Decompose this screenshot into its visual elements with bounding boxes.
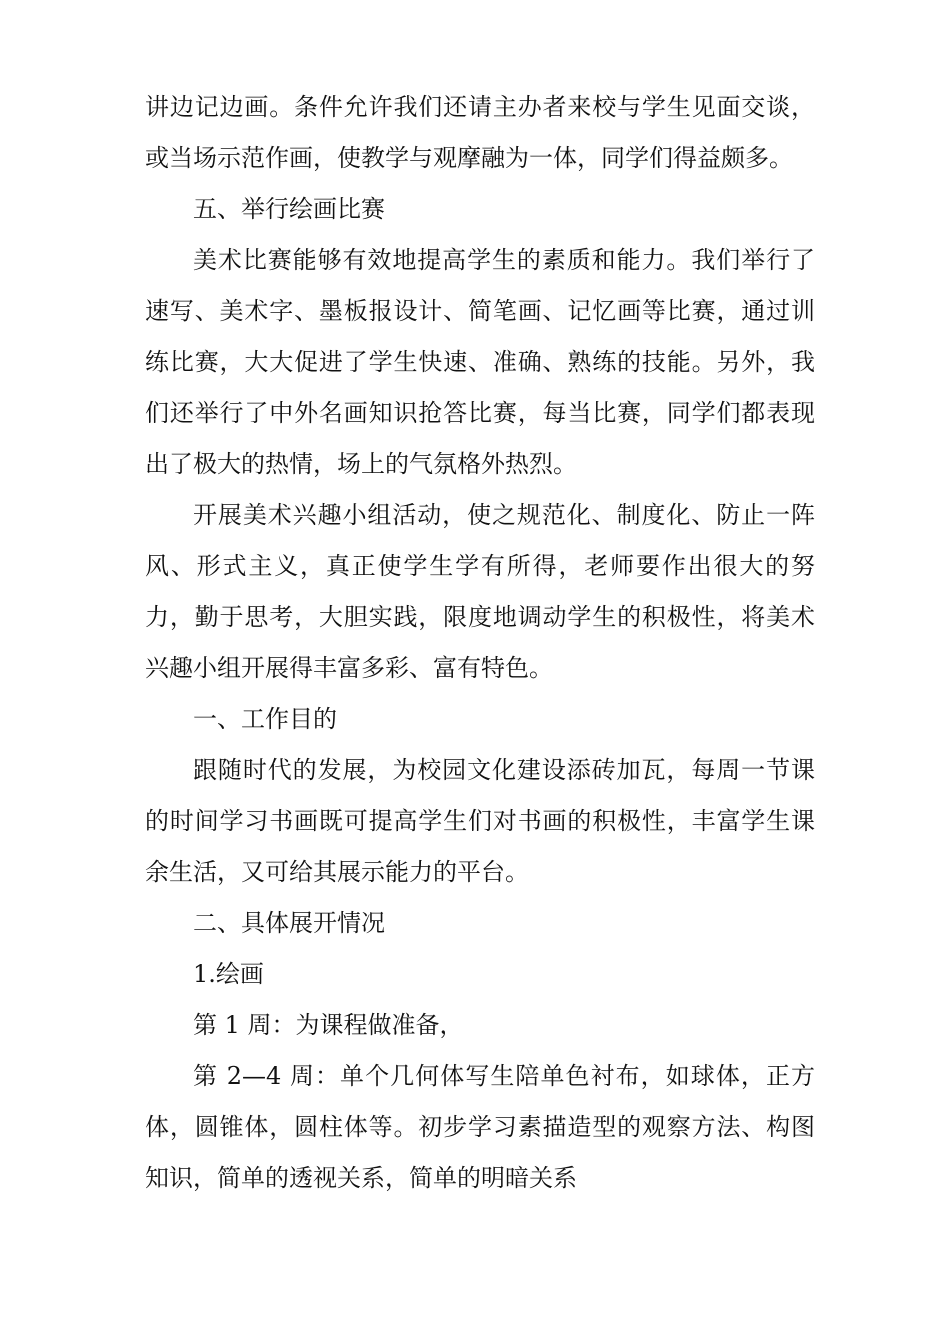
document-body: [145, 82, 815, 1204]
section-heading-details: 二、具体展开情况: [193, 909, 385, 937]
schedule-item-week-1: 第 1 周：为课程做准备，: [193, 1011, 464, 1039]
paragraph-continuation: 讲边记边画。条件允许我们还请主办者来校与学生见面交谈，或当场示范作画，使教学与观摩融为一体，同学们得益颇多。: [145, 93, 815, 172]
paragraph-interest-group: 开展美术兴趣小组活动，使之规范化、制度化、防止一阵风、形式主义，真正使学生学有所得，老师要作出很大的努力，勤于思考，大胆实践，限度地调动学生的积极性，将美术兴趣小组开展得丰富多彩、富有特色。: [145, 501, 815, 682]
paragraph-art-contest: 美术比赛能够有效地提高学生的素质和能力。我们举行了速写、美术字、墨板报设计、简笔画、记忆画等比赛，通过训练比赛，大大促进了学生快速、准确、熟练的技能。另外，我们还举行了中外名画知识抢答比赛，每当比赛，同学们都表现出了极大的热情，场上的气氛格外热烈。: [145, 246, 815, 478]
section-heading-painting-contest: 五、举行绘画比赛: [193, 195, 385, 223]
schedule-item-week-2-4: 第 2—4 周：单个几何体写生陪单色衬布，如球体，正方体，圆锥体，圆柱体等。初步学习素描造型的观察方法、构图知识，简单的透视关系，简单的明暗关系: [145, 1062, 815, 1192]
paragraph-work-purpose: 跟随时代的发展，为校园文化建设添砖加瓦，每周一节课的时间学习书画既可提高学生们对书画的积极性，丰富学生课余生活，又可给其展示能力的平台。: [145, 756, 815, 886]
section-heading-work-purpose: 一、工作目的: [193, 705, 337, 733]
subheading-painting: 1.绘画: [193, 960, 264, 988]
